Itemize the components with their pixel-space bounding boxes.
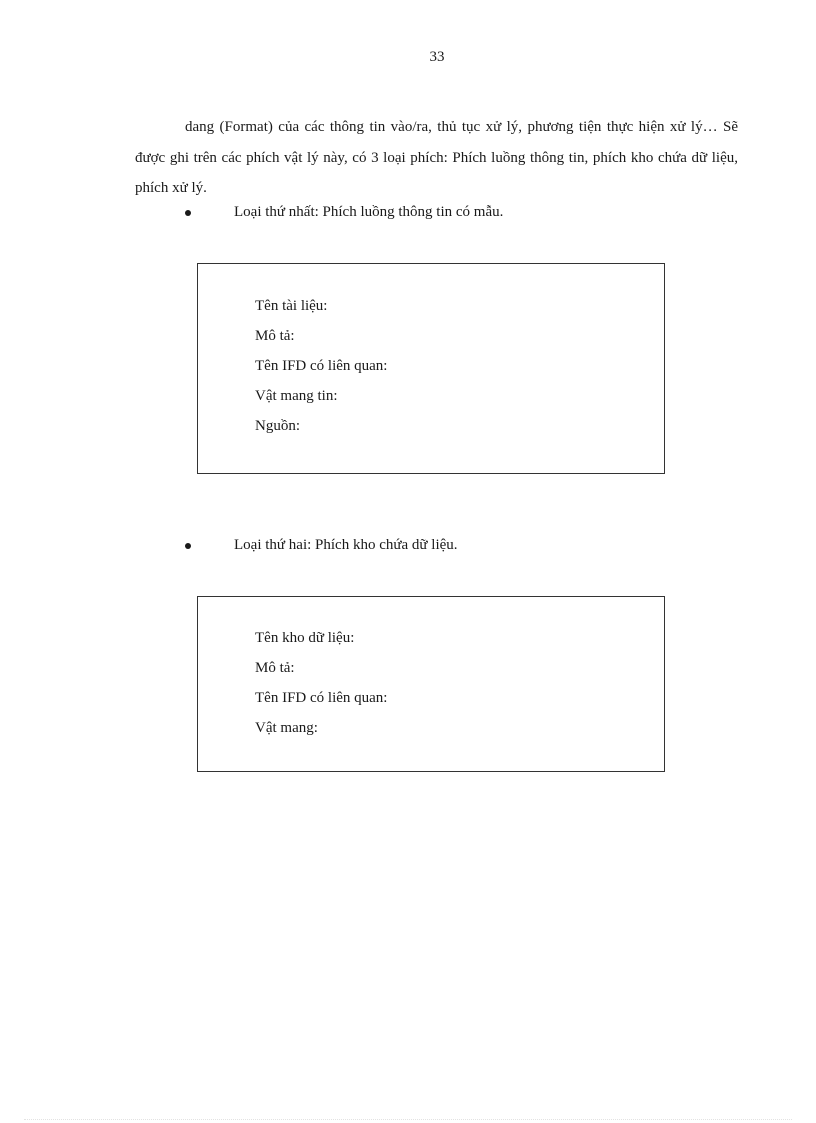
field-list	[255, 291, 387, 441]
bullet-item-second-type	[185, 537, 458, 554]
field-carrier: Vật mang:	[255, 720, 318, 736]
data-store-card-template	[197, 596, 665, 772]
bullet-item-first-type	[185, 204, 503, 221]
field-description: Mô tả:	[255, 660, 295, 676]
field-document-name: Tên tài liệu:	[255, 298, 328, 314]
bullet-dot-icon	[185, 210, 191, 216]
field-related-ifd: Tên IFD có liên quan:	[255, 358, 388, 374]
field-source: Nguồn:	[255, 418, 300, 434]
intro-paragraph: dang (Format) của các thông tin vào/ra, thủ tục xử lý, phương tiện thực hiện xử lý… Sẽ được ghi trên các phích vật lý này, có 3 loại phích: Phích luồng thông tin, phích kho chứa dữ liệu, phích xử lý.	[135, 119, 738, 196]
field-list	[255, 623, 387, 743]
bullet-dot-icon	[185, 543, 191, 549]
bullet-text: Loại thứ nhất: Phích luồng thông tin có mẫu.	[234, 204, 504, 220]
page-number: 33	[429, 49, 445, 65]
page-bottom-divider	[24, 1119, 792, 1120]
field-related-ifd: Tên IFD có liên quan:	[255, 690, 388, 706]
bullet-text: Loại thứ hai: Phích kho chứa dữ liệu.	[234, 537, 458, 553]
field-data-store-name: Tên kho dữ liệu:	[255, 630, 355, 646]
information-flow-card-template	[197, 263, 665, 474]
field-description: Mô tả:	[255, 328, 295, 344]
field-information-carrier: Vật mang tin:	[255, 388, 338, 404]
